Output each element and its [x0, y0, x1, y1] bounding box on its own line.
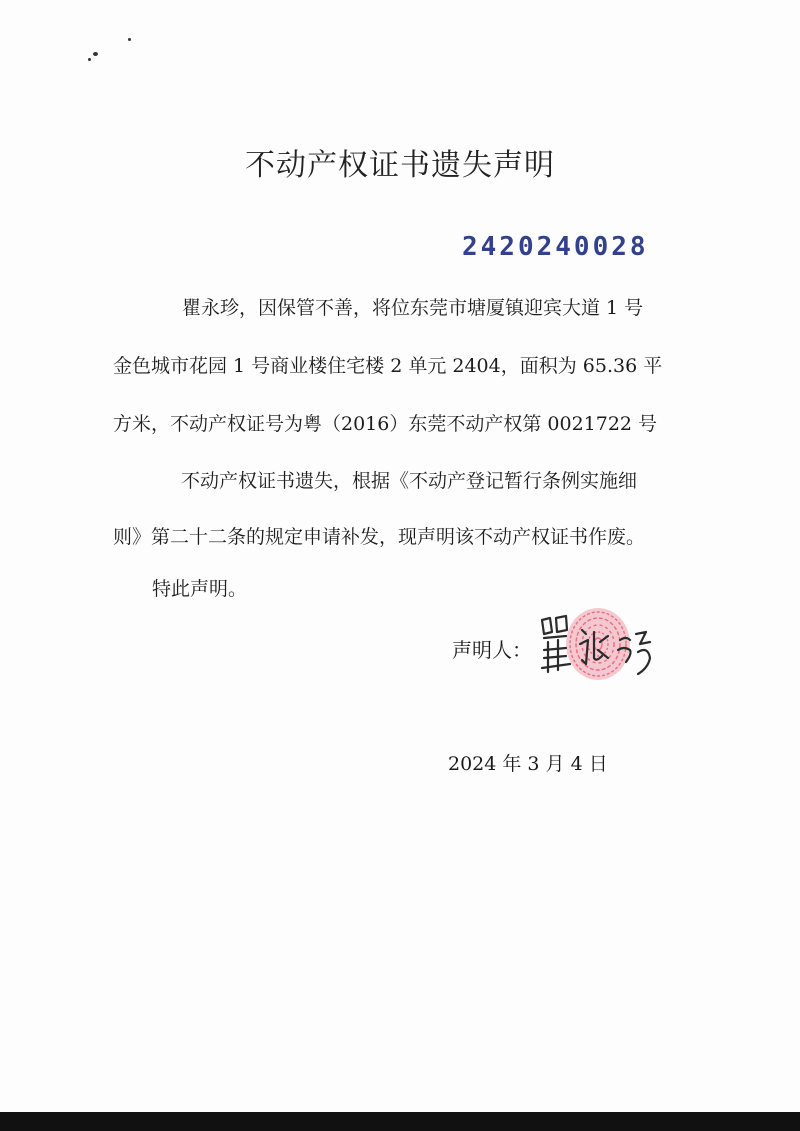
paragraph-1-line-3: 方米，不动产权证号为粤（2016）东莞不动产权第 0021722 号 — [113, 413, 658, 435]
scan-edge-bar — [0, 1112, 800, 1131]
paragraph-1-line-2: 金色城市花园 1 号商业楼住宅楼 2 单元 2404，面积为 65.36 平 — [113, 355, 663, 377]
scan-speck — [93, 52, 98, 56]
scan-speck — [128, 38, 131, 41]
paragraph-2-line-2: 则》第二十二条的规定申请补发，现声明该不动产权证书作废。 — [113, 526, 646, 548]
declaration-date: 2024 年 3 月 4 日 — [448, 753, 608, 775]
scan-speck — [88, 58, 91, 61]
paragraph-2-line-1: 不动产权证书遗失，根据《不动产登记暂行条例实施细 — [181, 470, 638, 492]
document-title: 不动产权证书遗失声明 — [245, 148, 555, 183]
paragraph-1-line-1: 瞿永珍，因保管不善，将位东莞市塘厦镇迎宾大道 1 号 — [182, 297, 644, 319]
fingerprint-mark — [566, 608, 630, 680]
stamped-document-number: 2420240028 — [462, 232, 649, 262]
closing-statement: 特此声明。 — [152, 578, 248, 600]
declarant-label: 声明人： — [452, 638, 532, 662]
handwritten-signature — [536, 606, 666, 686]
